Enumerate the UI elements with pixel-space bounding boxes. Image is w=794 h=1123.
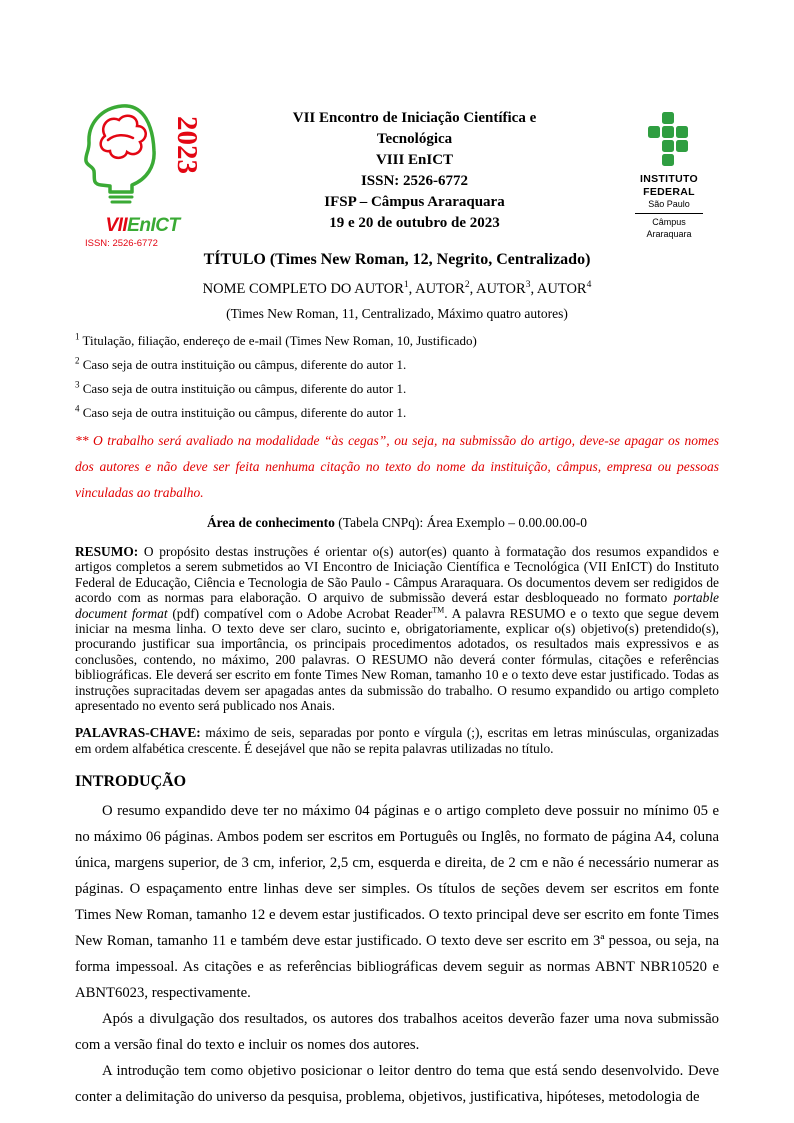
- footnote-line: [75, 380, 719, 397]
- ifsp-campus-line2: Araraquara: [646, 228, 692, 239]
- enict-head-lightbulb-icon: [75, 100, 210, 210]
- event-info-line: 19 e 20 de outubro de 2023: [329, 215, 500, 231]
- author-name: , AUTOR: [408, 281, 465, 297]
- event-info: [210, 100, 619, 234]
- page-header: [75, 100, 719, 249]
- abstract-text: O propósito destas instruções é orientar o(s) autor(es) quanto à formatação dos resumos expandidos e artigos completos a serem submetidos ao VI Encontro de Iniciação Científica e Tecnológica (VII EnICT) do Instituto Federal de Educação, Ciência e Tecnologia de São Paulo - Câmpus Araraquara. Os documentos devem ser redigidos de acordo com as normas para elaboração. O arquivo de submissão deverá estar desbloqueado no formato: [75, 544, 719, 606]
- keywords-text: máximo de seis, separadas por ponto e vírgula (;), escritas em letras minúsculas, organizadas em ordem alfabética crescente. É desejável que não se repita palavras utilizadas no título.: [75, 725, 719, 756]
- enict-year: 2023: [171, 116, 203, 174]
- event-info-line: VII Encontro de Iniciação Científica e: [292, 110, 537, 126]
- knowledge-area: [75, 514, 719, 532]
- author-name: NOME COMPLETO DO AUTOR: [202, 281, 404, 297]
- abstract-italic-term: portable document format: [75, 590, 719, 621]
- ifsp-logo: [619, 100, 719, 241]
- keywords-paragraph: [75, 725, 719, 756]
- footnote-text: Titulação, filiação, endereço de e-mail (Times New Roman, 10, Justificado): [79, 333, 477, 348]
- enict-wordmark-vii: VII: [105, 215, 128, 236]
- footnote-superscript: 3: [75, 379, 80, 390]
- enict-wordmark-name: EnICT: [127, 215, 180, 236]
- event-info-line: VIII EnICT: [375, 152, 454, 168]
- authors-format-note: (Times New Roman, 11, Centralizado, Máximo quatro autores): [226, 306, 568, 321]
- event-info-line: Tecnológica: [376, 131, 453, 147]
- event-info-line: IFSP – Câmpus Araraquara: [324, 194, 505, 210]
- author-superscript: 3: [525, 280, 531, 291]
- document-title: TÍTULO (Times New Roman, 12, Negrito, Centralizado): [203, 251, 591, 268]
- abstract-paragraph: [75, 544, 719, 713]
- blind-review-notice: ** O trabalho será avaliado na modalidade “às cegas”, ou seja, na submissão do artigo, deve-se apagar os nomes dos autores e não deve ser feita nenhuma citação no texto do nome da instituição, câmpus, empresa ou pessoas vinculadas ao trabalho.: [75, 433, 719, 500]
- event-info-line: ISSN: 2526-6772: [360, 173, 469, 189]
- trademark-superscript: TM: [432, 605, 445, 615]
- author-name: , AUTOR: [530, 281, 587, 297]
- introduction-paragraph-3: A introdução tem como objetivo posicionar o leitor dentro do tema que está sendo desenvolvido. Deve conter a delimitação do universo da pesquisa, problema, objetivos, justificativa, hipóteses, metodologia de: [75, 1063, 719, 1106]
- author-name: , AUTOR: [469, 281, 526, 297]
- author-superscript: 2: [464, 280, 470, 291]
- introduction-paragraph-1: O resumo expandido deve ter no máximo 04 páginas e o artigo completo deve possuir no mínimo 05 e no máximo 06 páginas. Ambos podem ser escritos em Português ou Inglês, no formato de página A4, coluna única, margens superior, de 3 cm, inferior, 2,5 cm, esquerda e direita, de 2 cm e não é necessário numerar as páginas. O espaçamento entre linhas deve ser simples. Os títulos de seções devem ser escritos em fonte Times New Roman, tamanho 12 e devem estar justificados. O texto principal deve ser escrito em fonte Times New Roman, tamanho 11 e também deve estar justificado. O texto deve ser escrito em 3ª pessoa, ou seja, na forma impessoal. As citações e as referências bibliográficas devem seguir as normas ABNT NBR10520 e ABNT6023, respectivamente.: [75, 803, 719, 1002]
- abstract-label: RESUMO:: [75, 544, 139, 559]
- footnote-line: [75, 356, 719, 373]
- knowledge-area-value: (Tabela CNPq): Área Exemplo – 0.00.00.00-0: [334, 515, 588, 530]
- ifsp-name-line2: FEDERAL: [643, 185, 695, 198]
- abstract-text: (pdf) compatível com o Adobe Acrobat Reader: [167, 605, 433, 621]
- footnote-superscript: 4: [75, 403, 80, 414]
- footnote-superscript: 2: [75, 355, 80, 366]
- authors-line: [75, 280, 719, 299]
- author-superscript: 4: [586, 280, 592, 291]
- ifsp-name-line1: INSTITUTO: [640, 173, 698, 185]
- footnote-text: Caso seja de outra instituição ou câmpus, diferente do autor 1.: [79, 381, 407, 396]
- footnote-superscript: 1: [75, 331, 80, 342]
- section-heading-introducao: INTRODUÇÃO: [75, 773, 187, 791]
- keywords-label: PALAVRAS-CHAVE:: [75, 725, 201, 741]
- enict-issn: ISSN: 2526-6772: [85, 238, 158, 249]
- ifsp-divider: [635, 213, 703, 214]
- author-footnotes: [75, 332, 719, 421]
- introduction-paragraph-2: Após a divulgação dos resultados, os autores dos trabalhos aceitos deverão fazer uma nova submissão com a versão final do texto e incluir os nomes dos autores.: [75, 1011, 719, 1054]
- enict-wordmark: [75, 216, 210, 235]
- ifsp-squares-icon: [647, 112, 691, 168]
- abstract-text: . A palavra RESUMO e o texto que segue devem iniciar na mesma linha. O texto deve ser claro, sucinto e, obrigatoriamente, explicar o(s) objetivo(s) pretendido(s), procurando justificar sua importância, os principais procedimentos adotados, os resultados mais expressivos e as conclusões, contendo, no máximo, 200 palavras. O RESUMO não deverá conter fórmulas, citações e referências bibliográficas. Ele deverá ser escrito em fonte Times New Roman, tamanho 10 e o texto deve estar justificado. Todas as instruções supracitadas devem ser apagadas antes da submissão do trabalho. O resumo expandido ou artigo completo apresentado no evento será publicado nos Anais.: [75, 605, 719, 714]
- footnote-line: [75, 332, 719, 349]
- footnote-line: [75, 404, 719, 421]
- ifsp-state: São Paulo: [648, 199, 690, 210]
- enict-logo: [75, 100, 210, 249]
- knowledge-area-label: Área de conhecimento: [206, 515, 335, 530]
- ifsp-campus-line1: Câmpus: [652, 217, 686, 228]
- author-superscript: 1: [403, 280, 409, 291]
- footnote-text: Caso seja de outra instituição ou câmpus, diferente do autor 1.: [79, 357, 407, 372]
- footnote-text: Caso seja de outra instituição ou câmpus, diferente do autor 1.: [79, 405, 407, 420]
